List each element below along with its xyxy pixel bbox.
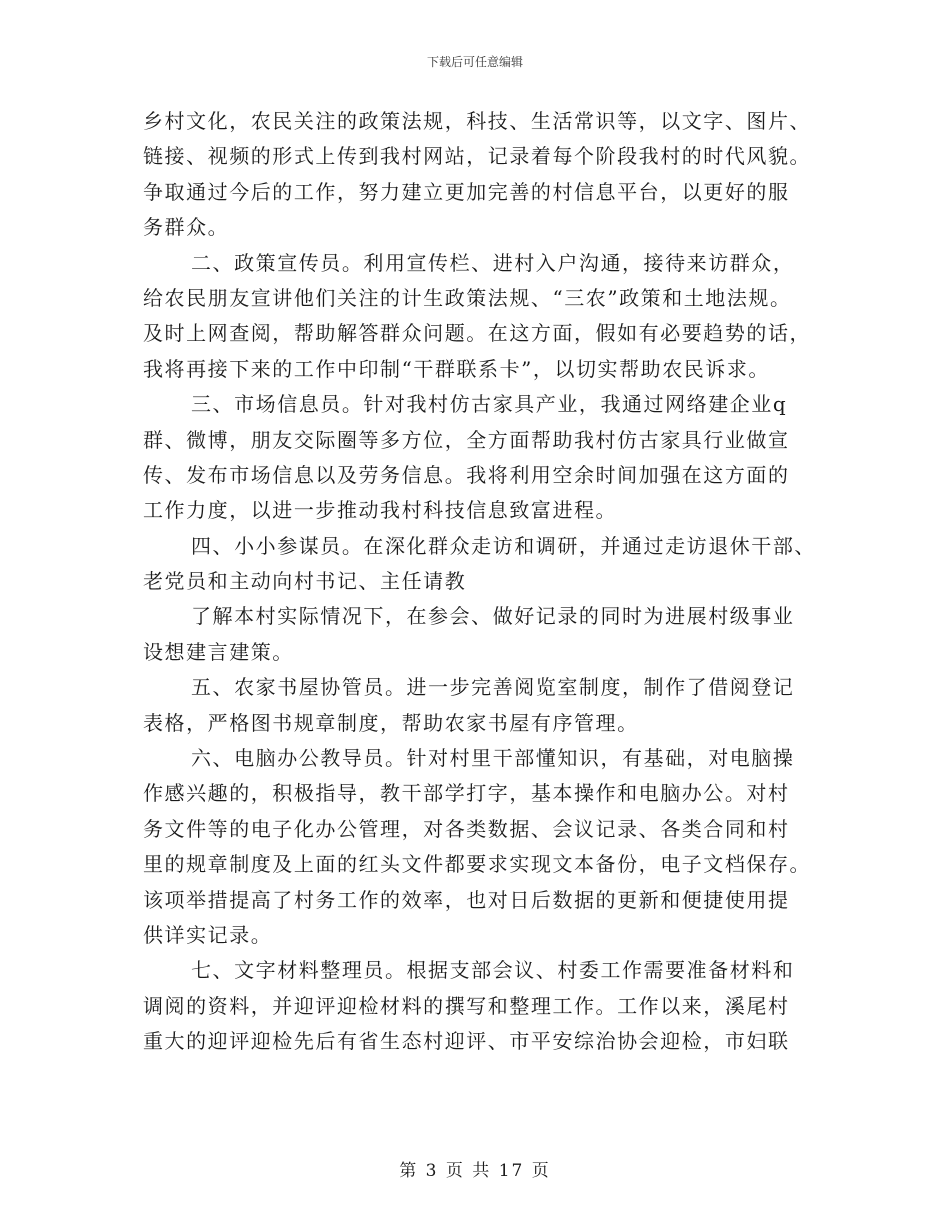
paragraph-start-line: 六、电脑办公教导员。针对村里干部懂知识，有基础，对电脑操 (191, 746, 795, 771)
text-line: 及时上网查阅，帮助解答群众问题。在这方面，假如有必要趋势的话， (143, 321, 812, 346)
text-line: 该项举措提高了村务工作的效率，也对日后数据的更新和便捷使用提 (143, 887, 790, 912)
paragraph-start-line: 七、文字材料整理员。根据支部会议、村委工作需要准备材料和 (191, 958, 795, 983)
text-line: 争取通过今后的工作，努力建立更加完善的村信息平台，以更好的服 (143, 179, 790, 204)
paragraph-start-line: 五、农家书屋协管员。进一步完善阅览室制度，制作了借阅登记 (191, 675, 795, 700)
header-note: 下载后可任意编辑 (426, 55, 523, 69)
text-line: 链接、视频的形式上传到我村网站，记录着每个阶段我村的时代风貌。 (143, 144, 812, 169)
text-line: 乡村文化，农民关注的政策法规，科技、生活常识等，以文字、图片、 (143, 109, 812, 133)
text-line: 表格，严格图书规章制度，帮助农家书屋有序管理。 (143, 710, 639, 735)
text-line: 供详实记录。 (143, 922, 273, 947)
text-line: 务群众。 (143, 215, 230, 240)
document-body (143, 104, 816, 1060)
paragraph-start-line: 三、市场信息员。针对我村仿古家具产业，我通过网络建企业q (191, 392, 788, 417)
paragraph-start-line: 了解本村实际情况下，在参会、做好记录的同时为进展村级事业 (191, 604, 795, 629)
text-line: 务文件等的电子化办公管理，对各类数据、会议记录、各类合同和村 (143, 816, 790, 841)
text-line: 工作力度，以进一步推动我村科技信息致富进程。 (143, 498, 618, 523)
text-line: 调阅的资料，并迎评迎检材料的撰写和整理工作。工作以来，溪尾村 (143, 993, 790, 1018)
text-line: 老党员和主动向村书记、主任请教 (143, 569, 467, 594)
text-line: 给农民朋友宣讲他们关注的计生政策法规、“三农”政策和土地法规。 (143, 285, 792, 310)
text-line: 作感兴趣的，积极指导，教干部学打字，基本操作和电脑办公。对村 (143, 781, 790, 806)
text-line: 我将再接下来的工作中印制“干群联系卡”，以切实帮助农民诉求。 (143, 356, 770, 381)
text-line: 里的规章制度及上面的红头文件都要求实现文本备份，电子文档保存。 (143, 852, 812, 877)
text-line: 群、微博，朋友交际圈等多方位，全方面帮助我村仿古家具行业做宣 (143, 427, 790, 452)
text-line: 传、发布市场信息以及劳务信息。我将利用空余时间加强在这方面的 (143, 462, 790, 487)
paragraph-start-line: 二、政策宣传员。利用宣传栏、进村入户沟通，接待来访群众， (191, 250, 795, 275)
page-number-footer: 第 3 页 共 17 页 (399, 1161, 551, 1181)
text-line: 设想建言建策。 (143, 639, 294, 664)
paragraph-start-line: 四、小小参谋员。在深化群众走访和调研，并通过走访退休干部、 (191, 533, 816, 558)
text-line: 重大的迎评迎检先后有省生态村迎评、市平安综治协会迎检，市妇联 (143, 1029, 790, 1054)
